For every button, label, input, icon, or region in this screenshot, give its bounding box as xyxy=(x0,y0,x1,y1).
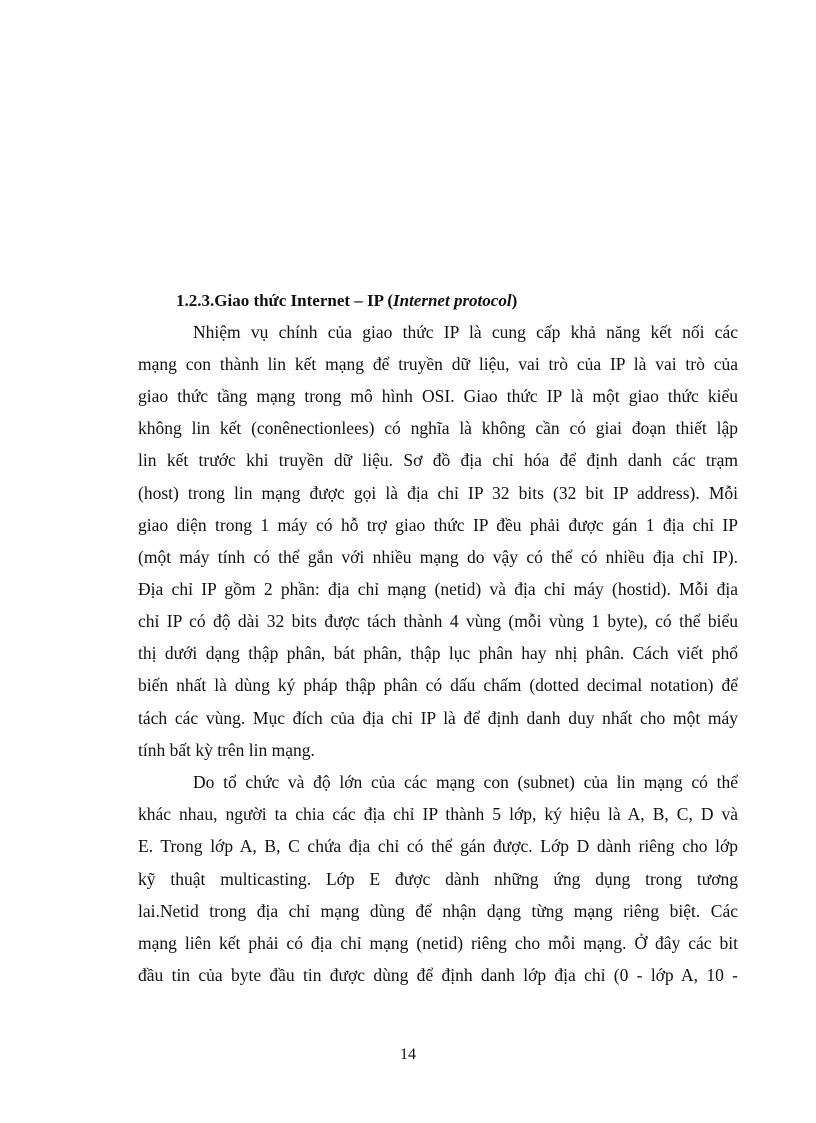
section-heading-italic: Internet protocol xyxy=(393,291,512,310)
text-line: biến nhất là dùng ký pháp thập phân có dấu chấm (dotted decimal notation) để xyxy=(138,675,738,695)
text-line: tính bất kỳ trên lin mạng. xyxy=(138,740,315,760)
text-line: khác nhau, người ta chia các địa chỉ IP thành 5 lớp, ký hiệu là A, B, C, D và xyxy=(138,804,738,824)
text-line: lin kết trước khi truyền dữ liệu. Sơ đồ địa chỉ hóa để định danh các trạm xyxy=(138,450,738,470)
text-line: Do tổ chức và độ lớn của các mạng con (subnet) của lin mạng có thể xyxy=(193,772,738,792)
text-line: E. Trong lớp A, B, C chứa địa chỉ có thể gán được. Lớp D dành riêng cho lớp xyxy=(138,836,738,856)
text-line: kỹ thuật multicasting. Lớp E được dành những ứng dụng trong tương xyxy=(138,869,738,889)
text-line: lai.Netid trong địa chỉ mạng dùng để nhận dạng từng mạng riêng biệt. Các xyxy=(138,901,738,921)
text-line: thị dưới dạng thập phân, bát phân, thập lục phân hay nhị phân. Cách viết phổ xyxy=(138,643,738,663)
text-line: tách các vùng. Mục đích của địa chỉ IP là để định danh duy nhất cho một máy xyxy=(138,708,738,728)
text-line: mạng con thành lin kết mạng để truyền dữ liệu, vai trò của IP là vai trò của xyxy=(138,354,738,374)
text-line: giao thức tầng mạng trong mô hình OSI. Giao thức IP là một giao thức kiểu xyxy=(138,386,738,406)
section-heading-prefix: 1.2.3.Giao thức Internet – IP ( xyxy=(176,291,394,310)
section-heading xyxy=(176,289,517,313)
text-line: (một máy tính có thể gắn với nhiều mạng do vậy có thể có nhiều địa chỉ IP). xyxy=(138,547,738,567)
text-line: mạng liên kết phải có địa chỉ mạng (netid) riêng cho mỗi mạng. Ở đây các bit xyxy=(138,933,738,953)
text-line: giao diện trong 1 máy có hỗ trợ giao thức IP đều phải được gán 1 địa chỉ IP xyxy=(138,515,738,535)
text-line: đầu tin của byte đầu tin được dùng để định danh lớp địa chỉ (0 - lớp A, 10 - xyxy=(138,965,738,985)
text-line: (host) trong lin mạng được gọi là địa chỉ IP 32 bits (32 bit IP address). Mỗi xyxy=(138,483,738,503)
section-heading-suffix: ) xyxy=(511,291,518,310)
text-line: chỉ IP có độ dài 32 bits được tách thành 4 vùng (mỗi vùng 1 byte), có thể biểu xyxy=(138,611,738,631)
text-line: Nhiệm vụ chính của giao thức IP là cung cấp khả năng kết nối các xyxy=(193,322,738,342)
text-line: Địa chỉ IP gồm 2 phần: địa chỉ mạng (netid) và địa chỉ máy (hostid). Mỗi địa xyxy=(138,579,738,599)
text-line: không lin kết (conênectionlees) có nghĩa là không cần có giai đoạn thiết lập xyxy=(138,418,738,438)
page-number: 14 xyxy=(400,1046,416,1063)
